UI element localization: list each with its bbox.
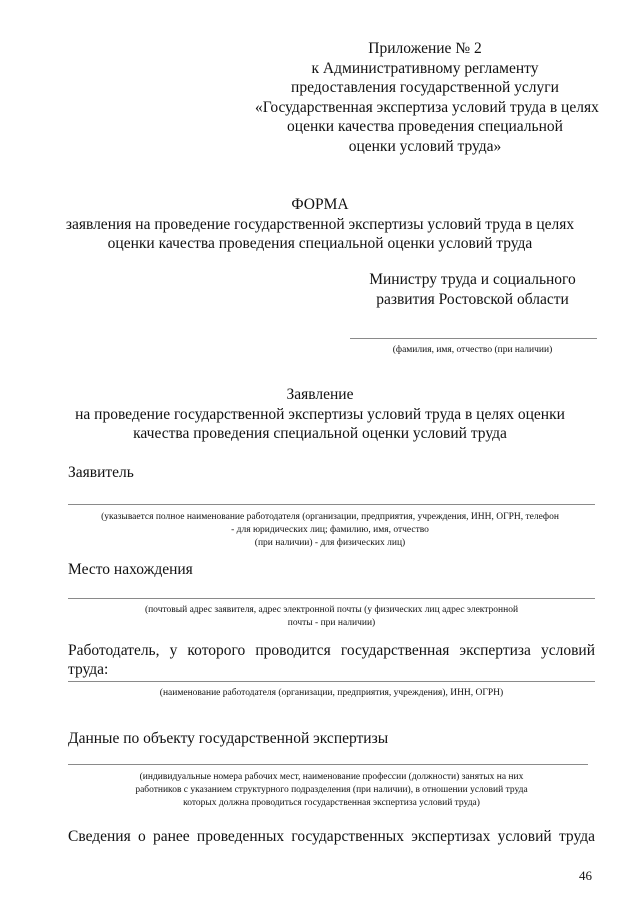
addressee-block: [345, 270, 600, 309]
addressee-line: развития Ростовской области: [376, 290, 569, 308]
employer-hint: (наименование работодателя (организации, предприятия, учреждения), ИНН, ОГРН): [159, 688, 504, 698]
appendix-line: оценки качества проведения специальной: [287, 118, 563, 135]
appendix-line: оценки условий труда»: [348, 137, 502, 155]
application-subtitle-line: качества проведения специальной оценки условий труда: [133, 425, 507, 442]
employer-input-line: [68, 681, 595, 682]
employer-label: Работодатель, у которого проводится государственная экспертиза условий: [68, 642, 595, 659]
addressee-line: Министру труда и социального: [369, 271, 576, 288]
appendix-line: Приложение № 2: [368, 40, 482, 57]
application-title-block: [40, 385, 600, 444]
appendix-line: предоставления государственной услуги: [291, 79, 559, 96]
page-number: 46: [579, 868, 592, 883]
appendix-header: [255, 39, 599, 156]
form-title-block: [40, 195, 600, 254]
form-subtitle-line: оценки качества проведения специальной оценки условий труда: [107, 235, 533, 252]
location-label: Место нахождения: [68, 561, 193, 578]
object-data-hint: (индивидуальные номера рабочих мест, наименование профессии (должности) занятых на них работников с указанием структурного подразделения (при наличии), в отношении условий труда которых должна проводиться государственная экспертиза условий труда): [135, 772, 528, 808]
form-subtitle-line: заявления на проведение государственной экспертизы условий труда в целях: [65, 215, 575, 233]
applicant-label: Заявитель: [68, 464, 134, 481]
appendix-line: «Государственная экспертиза условий труда в целях: [255, 98, 599, 116]
applicant-hint: (указывается полное наименование работодателя (организации, предприятия, учреждения, ИНН, ОГРН, телефон - для юридических лиц; фамилию, имя, отчество (при наличии) - для физических лиц): [101, 512, 559, 548]
location-hint: (почтовый адрес заявителя, адрес электронной почты (у физических лиц адрес электронной почты - при наличии): [144, 605, 519, 628]
addressee-hint: (фамилия, имя, отчество (при наличии): [392, 345, 553, 355]
location-input-line: [68, 598, 595, 599]
employer-label-continued: труда:: [68, 661, 109, 678]
previous-expertise-label: Сведения о ранее проведенных государственных экспертизах условий труда: [68, 828, 595, 845]
object-data-label: Данные по объекту государственной экспертизы: [68, 730, 389, 747]
application-subtitle-line: на проведение государственной экспертизы условий труда в целях оценки: [75, 405, 565, 423]
addressee-name-line: [350, 338, 597, 339]
form-title: ФОРМА: [291, 196, 349, 213]
object-data-input-line: [68, 764, 588, 765]
applicant-input-line: [68, 504, 595, 505]
appendix-line: к Административному регламенту: [311, 59, 539, 77]
application-title: Заявление: [286, 386, 354, 403]
